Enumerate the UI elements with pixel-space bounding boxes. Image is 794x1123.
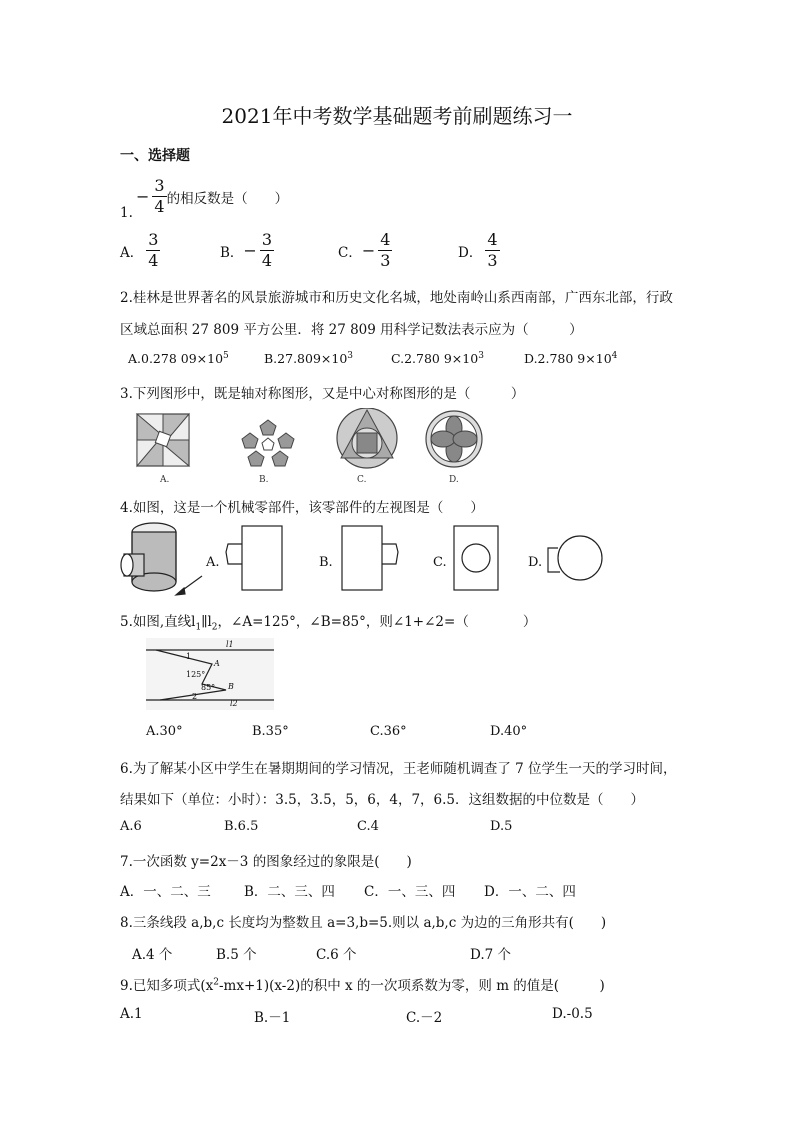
q4-figures [118,518,618,600]
q9-option-b: B.－1 [254,1010,291,1026]
q5-option-c: C.36° [370,724,407,739]
q1-option-den: 4 [261,251,273,270]
q6-stem-line1: 6.为了解某小区中学生在暑期期间的学习情况，王老师随机调查了 7 位学生一天的学习时间， [120,761,677,777]
q2-stem-line2: 区域总面积 27 809 平方公里．将 27 809 用科学记数法表示应为（ ） [120,322,583,338]
q4-option-a-view [226,526,282,590]
q4-label-d: D. [528,555,543,570]
q1-option-fraction [485,232,499,269]
q3-figure-c [337,408,397,468]
q6-option-a: A.6 [120,819,142,834]
q3-label-c: C. [357,475,367,485]
q1-option-a [120,232,160,269]
q1-option-label: C． [338,244,362,261]
q5-label-l2: l2 [230,699,238,708]
q9-option-a: A.1 [120,1006,143,1022]
q8-option-b: B.5 个 [216,947,257,963]
q2-option-text: A.0.278 09×10 [128,351,224,367]
q4-option-d-view [548,536,602,580]
q5-option-a: A.30° [146,724,183,739]
q2-option-text: C.2.780 9×10 [391,351,479,367]
q1-option-d [458,232,500,269]
q5-stem-part: ，∠A=125°，∠B=85°，则∠1+∠2=（ ） [217,614,537,630]
q4-option-c-view [454,526,498,590]
q8-option-a: A.4 个 [132,947,173,963]
q2-stem-line1: 2.桂林是世界著名的风景旅游城市和历史文化名城，地处南岭山系西南部，广西东北部，行政 [120,290,673,306]
q4-label-b: B. [319,555,333,570]
q5-label-85: 85° [201,683,216,692]
q1-stem [136,178,288,215]
q5-label-angle-2: 2 [192,692,198,701]
q3-stem: 3.下列图形中，既是轴对称图形，又是中心对称图形的是（ ） [120,386,525,402]
q2-option-c [391,351,484,366]
q1-option-num: 3 [261,230,273,249]
q1-option-den: 3 [487,251,498,270]
q3-figure-d [426,411,482,467]
q1-expr-fraction [152,178,166,215]
q7-option-c: C．一、三、四 [364,884,456,900]
q4-label-a: A. [206,555,220,570]
q4-part-figure [121,523,202,595]
q9-stem-part: -mx+1)(x-2)的积中 x 的一次项系数为零，则 m 的值是( ) [219,978,605,994]
q8-stem: 8.三条线段 a,b,c 长度均为整数且 a=3,b=5.则以 a,b,c 为边的三角形共有( ) [120,915,607,931]
q4-label-c: C. [433,555,447,570]
q6-option-d: D.5 [490,819,513,834]
q1-option-sign: − [361,241,376,260]
q8-option-d: D.7 个 [470,947,512,963]
q5-stem [120,610,536,633]
q5-figure [146,638,274,710]
q1-option-label: A． [120,244,144,261]
q1-option-den: 3 [380,251,391,270]
q1-option-label: D． [458,244,483,261]
q1-option-c [338,232,392,269]
q8-option-c: C.6 个 [316,947,357,963]
q3-figure-b [242,420,294,466]
q1-option-num: 3 [148,230,159,249]
q5-label-l1: l1 [226,640,234,649]
q3-label-a: A. [160,475,170,485]
q5-option-b: B.35° [252,724,289,739]
q4-option-b-view [342,526,398,590]
q3-label-d: D. [449,475,459,485]
q1-expr-den: 4 [154,197,165,216]
q2-option-exp: 3 [347,351,354,361]
q1-option-b [220,232,274,269]
q5-stem-part: 5.如图,直线l [120,614,196,630]
q9-stem-part: 9.已知多项式(x [120,978,214,994]
q9-option-d: D.-0.5 [552,1006,593,1022]
q9-stem [120,974,605,994]
q1-option-den: 4 [148,251,159,270]
q1-expr-num: 3 [154,176,165,195]
q1-option-sign: − [243,241,257,260]
q2-option-exp: 5 [223,351,229,361]
q5-label-a: A [214,659,220,668]
q2-option-exp: 3 [478,351,484,361]
q2-option-text: D.2.780 9×10 [524,351,612,367]
q1-option-label: B． [220,244,244,261]
q1-option-fraction [378,232,392,269]
q1-option-num: 4 [380,230,391,249]
q5-label-angle-1: 1 [186,652,192,661]
q7-option-a: A．一、二、三 [120,884,211,900]
q3-figures [130,408,490,486]
q1-option-fraction [146,232,160,269]
section-heading: 一、选择题 [120,148,190,164]
q7-stem: 7.一次函数 y=2x－3 的图象经过的象限是( ) [120,854,412,870]
q2-option-b [264,351,353,366]
page-title: 2021年中考数学基础题考前刷题练习一 [221,104,573,128]
q5-sub-2: 2 [211,622,218,633]
q5-stem-part: ∥l [201,614,212,630]
q7-option-d: D．一、二、四 [484,884,576,900]
q5-label-b: B [228,682,234,691]
q6-option-c: C.4 [357,819,379,834]
q6-option-b: B.6.5 [224,819,259,834]
q5-option-d: D.40° [490,724,528,739]
q2-option-text: B.27.809×10 [264,351,348,367]
q4-stem: 4.如图，这是一个机械零部件，该零部件的左视图是（ ） [120,500,484,516]
q2-option-d [524,351,617,366]
q3-label-b: B. [259,475,269,485]
q1-option-num: 4 [487,230,498,249]
q3-figure-a [137,414,189,466]
q1-option-fraction [260,232,274,269]
q2-option-exp: 4 [611,351,618,361]
q1-expr-sign: − [136,187,150,206]
q9-sup: 2 [213,977,219,988]
q7-option-b: B．二、三、四 [244,884,335,900]
q2-option-a [128,351,229,366]
q1-stem-text: 的相反数是（ ） [166,190,289,207]
q1-number: 1. [120,205,133,221]
q5-label-125: 125° [186,670,206,679]
q9-option-c: C.－2 [406,1010,443,1026]
q5-sub-1: 1 [195,622,202,633]
q6-stem-line2: 结果如下（单位：小时）：3.5，3.5，5，6，4，7，6.5．这组数据的中位数是（ ） [120,792,645,808]
